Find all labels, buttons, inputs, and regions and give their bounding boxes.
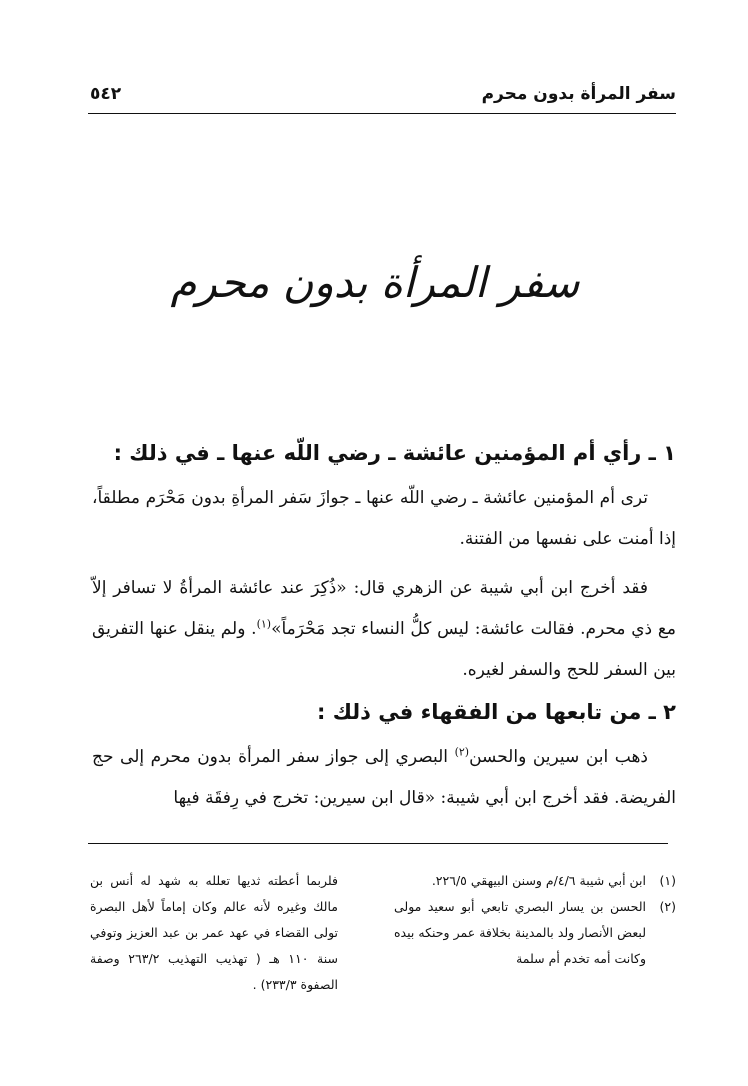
section-heading-2: ٢ ـ من تابعها من الفقهاء في ذلك : xyxy=(317,700,676,724)
footnote-1 xyxy=(394,868,676,894)
footnote-2-number: (٢) xyxy=(659,899,676,914)
running-title: سفر المرأة بدون محرم xyxy=(481,84,676,104)
footnotes-column-left xyxy=(90,868,338,998)
footnote-1-text: ابن أبي شيبة ٤/٦/م وسنن البيهقي ٢٢٦/٥. xyxy=(431,873,646,888)
footnote-2-continuation: فلربما أعطته ثديها تعلله به شهد له أنس بن مالك وغيره لأنه عالم وكان إماماً لأهل البصرة تولى القضاء في عهد عمر بن عبد العزيز وتوفي سنة ١١٠ هـ ( تهذيب التهذيب ٢٦٣/٢ وصفة الصفوة ٢٣٣/٣) . xyxy=(90,873,339,992)
paragraph-2-text: فقد أخرج ابن أبي شيبة عن الزهري قال: «ذُكِرَ عند عائشة المرأةُ لا تسافر إلاّ مع ذي محرم. فقالت عائشة: ليس كلُّ النساء تجد مَحْرَماً» xyxy=(92,578,676,639)
paragraph-3 xyxy=(92,737,676,819)
section-heading-1: ١ ـ رأي أم المؤمنين عائشة ـ رضي اللّه عنها ـ في ذلك : xyxy=(113,441,676,465)
footnote-ref-1: (١) xyxy=(256,617,272,631)
footnotes-column-right xyxy=(394,868,676,972)
paragraph-3-text-cont: البصري إلى جواز سفر المرأة بدون محرم إلى حج الفريضة. فقد أخرج ابن أبي شيبة: «قال ابن سيرين: تخرج في رِفقَة فيها xyxy=(92,747,676,808)
paragraph-1: ترى أم المؤمنين عائشة ـ رضي اللّه عنها ـ جوازَ سَفر المرأةِ بدون مَحْرَم مطلقاً، إذا أمنت على نفسها من الفتنة. xyxy=(92,488,676,549)
paragraph-2 xyxy=(92,568,676,691)
chapter-title: سفر المرأة بدون محرم xyxy=(170,258,580,307)
footnote-1-number: (١) xyxy=(659,873,676,888)
footnote-2-text: الحسن بن يسار البصري تابعي أبو سعيد مولى لبعض الأنصار ولد بالمدينة بخلافة عمر وحنكه بيده وكانت أمه تخدم أم سلمة xyxy=(394,899,646,966)
paragraph-2-text-cont: . ولم ينقل عنها التفريق بين السفر للحج والسفر لغيره. xyxy=(92,619,676,680)
footnote-2 xyxy=(394,894,676,972)
footnote-ref-2: (٢) xyxy=(454,745,470,759)
page-number: ٥٤٢ xyxy=(90,84,122,104)
paragraph-3-text: ذهب ابن سيرين والحسن xyxy=(469,747,648,767)
header-rule xyxy=(88,113,676,114)
footnote-rule xyxy=(88,843,668,844)
